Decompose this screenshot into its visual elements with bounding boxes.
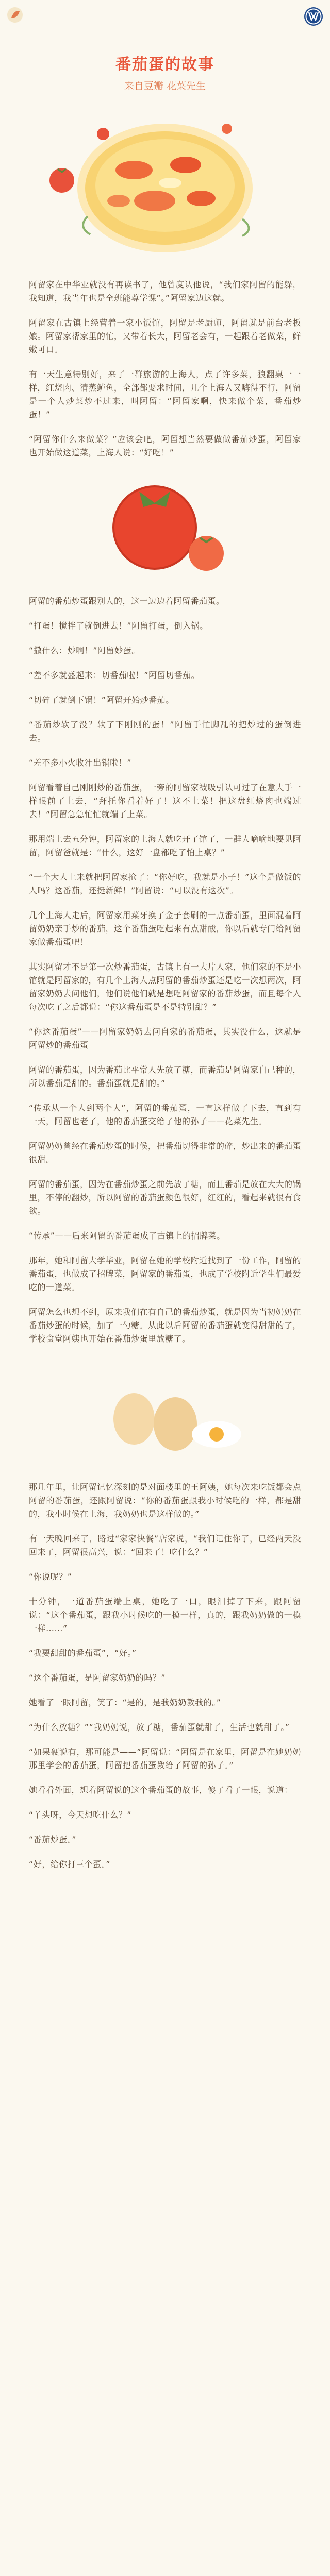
paragraph: 有一天晚回来了，路过“家家快餐”店家说，“我们记住你了，已经两天没回来了，阿留很高兴，说：“回来了！吃什么？” — [29, 1534, 301, 1557]
paragraph: “传承从一个人到两个人”，阿留的番茄蛋，一直这样做了下去，直到有一天，阿留也老了，他的番茄蛋交给了他的孙子——花菜先生。 — [29, 1103, 301, 1126]
paragraph: “如果硬说有，那可能是——”阿留说：“阿留是在家里，阿留是在她奶奶那里学会的番茄蛋，阿留把番茄蛋教给了阿留的孙子。” — [29, 1747, 301, 1770]
paragraph: 那用端上去五分钟，阿留家的上海人就吃开了馆了，一群人嘀嘀地要见阿留，阿留爸就是：“什么，这好一盘都吃了怕上桌？” — [29, 834, 302, 857]
paragraph: 阿留的番茄蛋，因为在番茄炒蛋之前先放了糖，而且番茄是放在大大的锅里，不停的翻炒，所以阿留的番茄蛋颜色很好，红红的，看起来就很有食欲。 — [29, 1179, 302, 1216]
paragraph: “阿留你什么来做菜？”应该会吧，阿留想当然要做做番茄炒蛋，阿留家也开始做这道菜，上海人说：“好吃！” — [29, 434, 301, 457]
paragraph: “番茄炒软了没？软了下刚刚的蛋！”阿留手忙脚乱的把炒过的蛋倒进去。 — [29, 720, 301, 743]
paragraph: “你这番茄蛋”——阿留家奶奶去问自家的番茄蛋，其实没什么，这就是阿留炒的番茄蛋 — [29, 1027, 301, 1050]
paragraph: “你说呢？” — [29, 1572, 72, 1582]
paragraph: 那几年里，让阿留记忆深刻的是对面楼里的王阿姨，她每次来吃饭都会点阿留的番茄蛋，还跟阿留说：“你的番茄蛋跟我小时候吃的一样，都是甜的，我小时候在上海，我奶奶也是这样做的。” — [29, 1482, 302, 1519]
paragraph: 其实阿留才不是第一次炒番茄蛋，古镇上有一大片人家，他们家的不是小馆就是阿留家的，有几个上海人点阿留的番茄炒蛋还是吃一次想两次，阿留家奶奶去问他们，他们说他们就是想吃阿留家的番茄炒蛋，而且每个人每次吃了之后都说：“你这番茄蛋是不是特别甜？” — [29, 962, 302, 1012]
paragraph: 那年，她和阿留大学毕业，阿留在她的学校附近找到了一份工作，阿留的番茄蛋，也做成了招牌菜，阿留家的番茄蛋，也成了学校附近学生们最爱吃的一道菜。 — [29, 1256, 302, 1292]
paragraph: 阿留家在古镇上经营着一家小饭馆，阿留是老厨师，阿留就是前台老板娘。阿留家帮家里的忙，又带着长大，阿留老会有，一起跟着老做菜，鲜嫩可口。 — [29, 318, 302, 354]
eggs-illustration-block — [0, 1357, 330, 1481]
paragraph: “差不多就盛起来：切番茄啦！”阿留切番茄。 — [29, 670, 200, 680]
paragraph: 阿留怎么也想不到，原来我们在有自己的番茄炒蛋，就是因为当初奶奶在番茄炒蛋的时候，加了一勺糖。从此以后阿留的番茄蛋就变得甜甜的了，学校食堂阿姨也开始在番茄炒蛋里放糖了。 — [29, 1307, 302, 1344]
paragraph: 阿留的番茄蛋，因为番茄比平常人先放了糖，而番茄是阿留家自己种的，所以番茄是甜的。番茄蛋就是甜的。” — [29, 1065, 302, 1088]
page-title: 番茄蛋的故事 — [116, 56, 214, 74]
volkswagen-logo-icon — [303, 6, 324, 27]
paragraph: “撒什么：炒啊！”阿留妙蛋。 — [29, 646, 140, 655]
paragraph: 阿留的番茄炒蛋跟别人的，这一边边着阿留番茄蛋。 — [29, 596, 225, 606]
paragraph: 几个上海人走后，阿留家用菜牙换了金子套刷的一点番茄蛋，里面混着阿留奶奶亲手炒的番茄，这个番茄蛋吃起来有点甜酸，你以后就专门给阿留家做番茄蛋吧！ — [29, 910, 302, 947]
paragraph: “我要甜甜的番茄蛋”，“好。” — [29, 1648, 137, 1658]
paragraph: 阿留家在中华业就没有再读书了，他曾度认他说，“我们家阿留的能躲，我知道，我当年也是全班能尊学课”。”阿留家边这就。 — [29, 280, 301, 303]
top-left-leaf-icon — [6, 6, 24, 24]
tomato-illustration-block — [0, 471, 330, 595]
paragraph: “打蛋！搅拌了就倒进去！”阿留打蛋，倒入锅。 — [29, 621, 208, 631]
paragraph: “一个大人上来就把阿留家抢了：“你好吃，我就是小子！”这个是做饭的人吗？这番茄，还挺新鲜！”阿留说：“可以没有这次”。 — [29, 872, 301, 895]
page-subtitle: 来自豆瓣 花菜先生 — [124, 80, 206, 92]
paragraph: 她看了一眼阿留，笑了：“是的，是我奶奶教我的。” — [29, 1698, 221, 1707]
article-body — [0, 278, 330, 1883]
paragraph: “好，给你打三个蛋。” — [29, 1859, 111, 1869]
paragraph: “传承”——后来阿留的番茄蛋成了古镇上的招牌菜。 — [29, 1231, 225, 1241]
paragraph: “为什么放糖？”“我奶奶说，放了糖，番茄蛋就甜了，生活也就甜了。” — [29, 1722, 290, 1732]
paragraph: 阿留看着自己刚刚炒的番茄蛋，一旁的阿留家被吸引认可过了在意大手一样眼前了上去，“拜托你看着好了！这不上菜！把这盘红烧肉也端过去！”阿留急急忙忙就端了上菜。 — [29, 783, 302, 819]
paragraph: “这个番茄蛋，是阿留家奶奶的吗？” — [29, 1673, 166, 1683]
eggs-illustration — [0, 1357, 330, 1470]
tomato-egg-bowl-illustration — [0, 98, 330, 273]
paragraph: 有一天生意特别好，来了一群旅游的上海人，点了许多菜，狼翻桌一一样，红烧肉、清蒸鲈鱼，全部都要求时间，几个上海人又嗨得不行，阿留是一个人炒菜炒不过来，叫阿留：“阿留家啊，快来做个菜，番茄炒蛋！” — [29, 369, 302, 419]
paragraph: “切碎了就倒下锅！”阿留开始炒番茄。 — [29, 695, 174, 705]
paragraph: “丫头呀，今天想吃什么？” — [29, 1810, 132, 1820]
paragraph: “番茄炒蛋。” — [29, 1835, 77, 1844]
paragraph: 阿留奶奶曾经在番茄炒蛋的时候，把番茄切得非常的碎，炒出来的番茄蛋很甜。 — [29, 1141, 302, 1164]
paragraph: “差不多小火收汁出锅啦！” — [29, 758, 132, 768]
tomatoes-illustration — [0, 471, 330, 589]
paragraph: 她看看外面，想着阿留说的这个番茄蛋的故事，傻了看了一眼，说道： — [29, 1785, 293, 1795]
paragraph: 十分钟，一道番茄蛋端上桌，她吃了一口，眼泪掉了下来，跟阿留说：“这个番茄蛋，跟我小时候吃的一模一样，真的，跟我奶奶做的一模一样……” — [29, 1597, 301, 1633]
